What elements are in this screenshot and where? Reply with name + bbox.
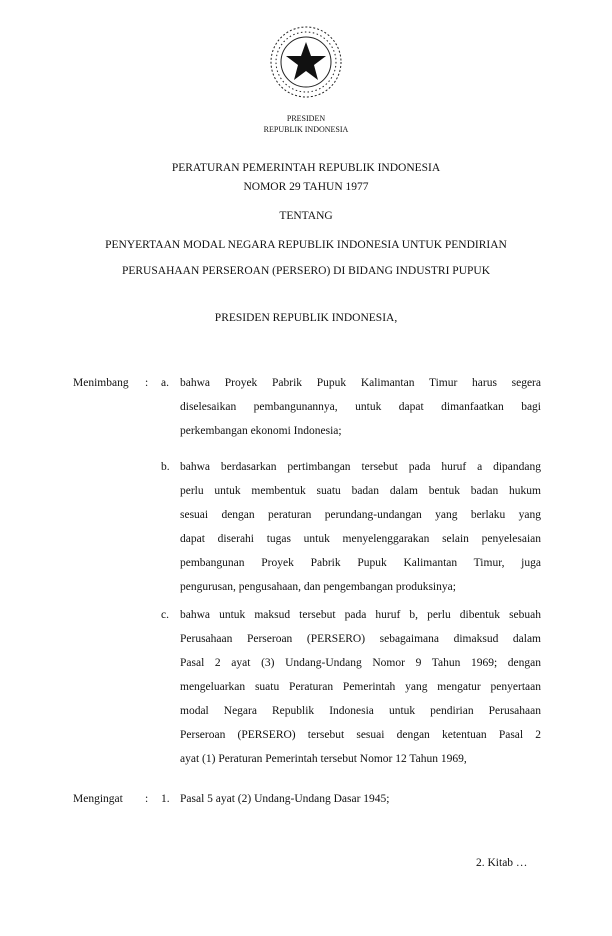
regulation-number: NOMOR 29 TAHUN 1977 (243, 181, 369, 193)
item-line: mengeluarkan suatu Peraturan Pemerintah yang mengatur penyertaan (180, 681, 541, 693)
item-line: pengurusan, pengusahaan, dan pengembangan produksinya; (180, 581, 456, 593)
item-line: dapat diserahi tugas untuk menyelenggarakan selain penyelesaian (180, 533, 541, 545)
item-line: perlu untuk membentuk suatu badan dalam bentuk badan hukum (180, 485, 541, 497)
letterhead-president: PRESIDEN (286, 114, 326, 123)
item-line: bahwa Proyek Pabrik Pupuk Kalimantan Timur harus segera (180, 377, 541, 389)
subject-line-2: PERUSAHAAN PERSEROAN (PERSERO) DI BIDANG INDUSTRI PUPUK (121, 265, 491, 277)
about-heading: TENTANG (279, 210, 333, 222)
item-marker: a. (161, 377, 169, 389)
item-line: modal Negara Republik Indonesia untuk pendirian Perusahaan (180, 705, 541, 717)
page-continuation: 2. Kitab … (476, 857, 528, 869)
letterhead-republic: REPUBLIK INDONESIA (263, 125, 349, 134)
menimbang-colon: : (145, 377, 149, 389)
mengingat-colon: : (145, 793, 149, 805)
item-line: bahwa berdasarkan pertimbangan tersebut pada huruf a dipandang (180, 461, 541, 473)
item-line: ayat (1) Peraturan Pemerintah tersebut Nomor 12 Tahun 1969, (180, 753, 467, 765)
item-line: pembangunan Proyek Pabrik Pupuk Kalimantan Timur, juga (180, 557, 541, 569)
item-line: Pasal 2 ayat (3) Undang-Undang Nomor 9 Tahun 1969; dengan (180, 657, 541, 669)
item-line: Perseroan (PERSERO) tersebut sesuai dengan ketentuan Pasal 2 (180, 729, 541, 741)
item-line: diselesaikan pembangunannya, untuk dapat dimanfaatkan bagi (180, 401, 541, 413)
item-line: sesuai dengan peraturan perundang-undangan yang berlaku yang (180, 509, 541, 521)
mengingat-label: Mengingat (73, 793, 123, 805)
subject-line-1: PENYERTAAN MODAL NEGARA REPUBLIK INDONESIA UNTUK PENDIRIAN (105, 239, 507, 251)
item-marker: c. (161, 609, 169, 621)
issuer-heading: PRESIDEN REPUBLIK INDONESIA, (214, 312, 398, 324)
item-marker: 1. (161, 793, 170, 805)
menimbang-label: Menimbang (73, 377, 129, 389)
regulation-title: PERATURAN PEMERINTAH REPUBLIK INDONESIA (171, 162, 441, 174)
garuda-star-emblem (268, 24, 344, 100)
item-line: perkembangan ekonomi Indonesia; (180, 425, 342, 437)
item-line: bahwa untuk maksud tersebut pada huruf b, perlu dibentuk sebuah (180, 609, 541, 621)
item-line: Pasal 5 ayat (2) Undang-Undang Dasar 1945; (180, 793, 390, 805)
item-marker: b. (161, 461, 170, 473)
item-line: Perusahaan Perseroan (PERSERO) sebagaimana dimaksud dalam (180, 633, 541, 645)
